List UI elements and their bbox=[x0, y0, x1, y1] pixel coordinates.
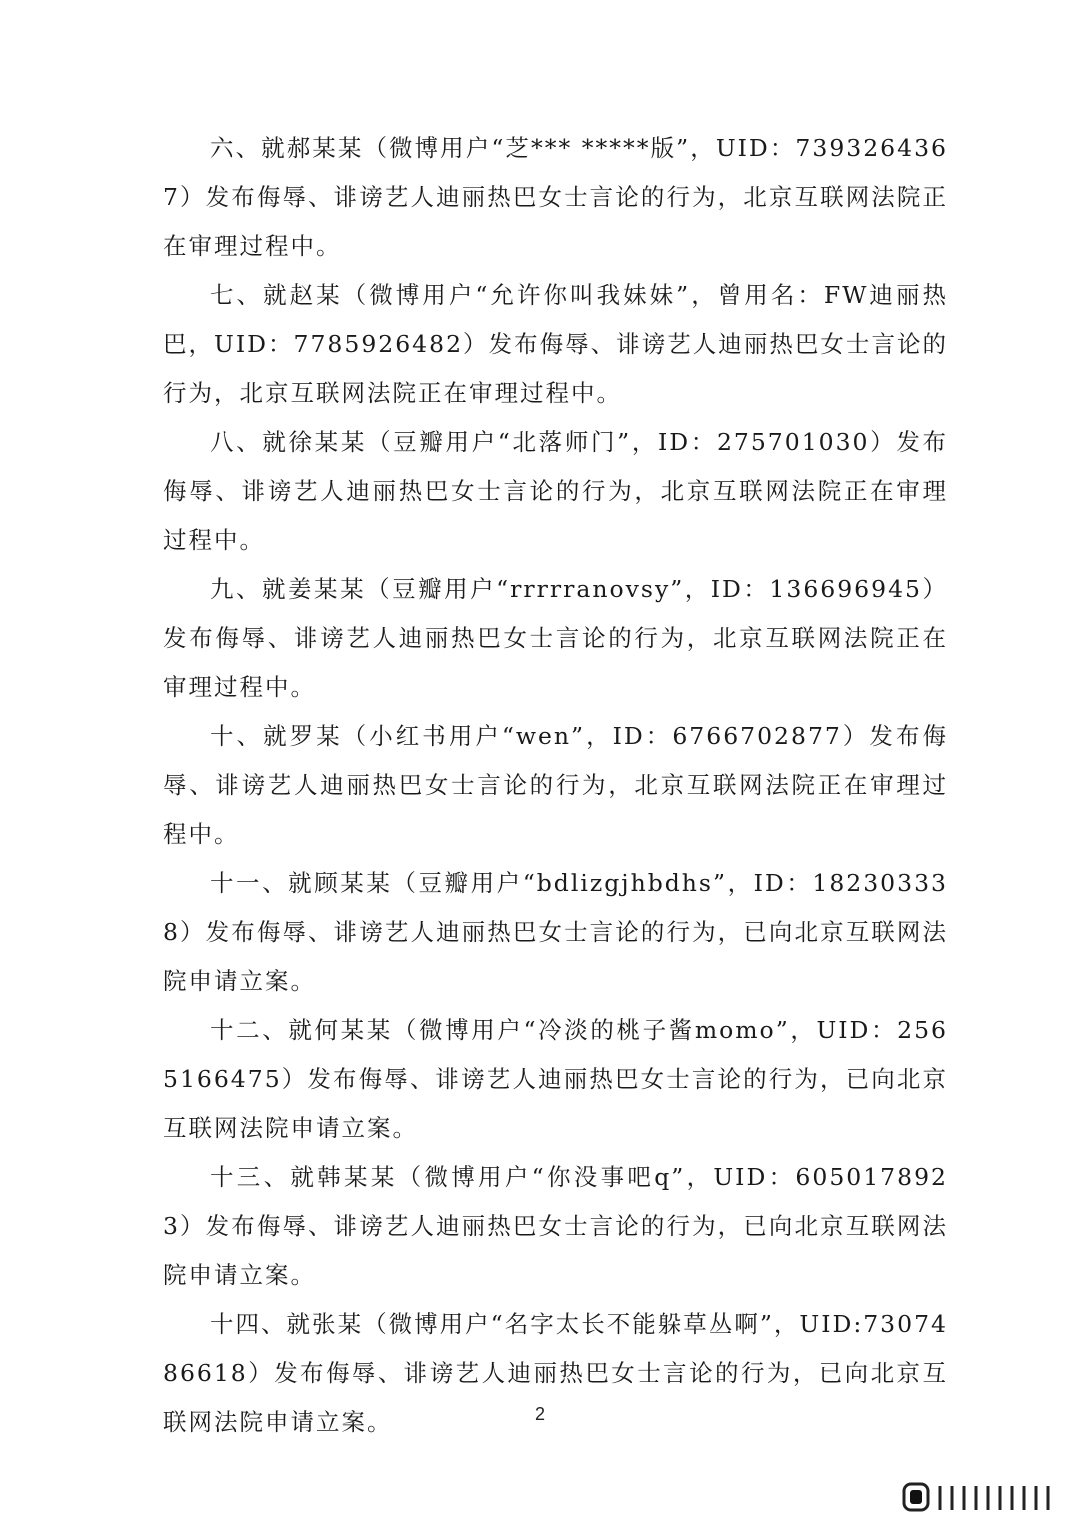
paragraph-10: 十、就罗某（小红书用户“wen”，ID：6766702877）发布侮辱、诽谤艺人迪丽热巴女士言论的行为，北京互联网法院正在审理过程中。 bbox=[163, 722, 948, 848]
document-body bbox=[163, 124, 948, 1447]
paragraph-8: 八、就徐某某（豆瓣用户“北落师门”，ID：275701030）发布侮辱、诽谤艺人迪丽热巴女士言论的行为，北京互联网法院正在审理过程中。 bbox=[163, 428, 948, 554]
paragraph-13: 十三、就韩某某（微博用户“你没事吧q”，UID：6050178923）发布侮辱、诽谤艺人迪丽热巴女士言论的行为，已向北京互联网法院申请立案。 bbox=[163, 1163, 948, 1289]
watermark-logo-icon bbox=[900, 1480, 1060, 1516]
paragraph-6: 六、就郝某某（微博用户“芝*** *****版”，UID：7393264367）发布侮辱、诽谤艺人迪丽热巴女士言论的行为，北京互联网法院正在审理过程中。 bbox=[163, 134, 948, 260]
paragraph-7: 七、就赵某（微博用户“允许你叫我妹妹”，曾用名：FW迪丽热巴，UID：7785926482）发布侮辱、诽谤艺人迪丽热巴女士言论的行为，北京互联网法院正在审理过程中。 bbox=[163, 281, 948, 407]
paragraph-11: 十一、就顾某某（豆瓣用户“bdlizgjhbdhs”，ID：182303338）发布侮辱、诽谤艺人迪丽热巴女士言论的行为，已向北京互联网法院申请立案。 bbox=[163, 869, 948, 995]
paragraph-9: 九、就姜某某（豆瓣用户“rrrrranovsy”，ID：136696945）发布侮辱、诽谤艺人迪丽热巴女士言论的行为，北京互联网法院正在审理过程中。 bbox=[163, 575, 948, 701]
paragraph-14: 十四、就张某（微博用户“名字太长不能躲草丛啊”，UID:7307486618）发布侮辱、诽谤艺人迪丽热巴女士言论的行为，已向北京互联网法院申请立案。 bbox=[163, 1310, 948, 1436]
page-number: 2 bbox=[534, 1404, 545, 1424]
paragraph-12: 十二、就何某某（微博用户“冷淡的桃子酱momo”，UID：2565166475）发布侮辱、诽谤艺人迪丽热巴女士言论的行为，已向北京互联网法院申请立案。 bbox=[163, 1016, 948, 1142]
